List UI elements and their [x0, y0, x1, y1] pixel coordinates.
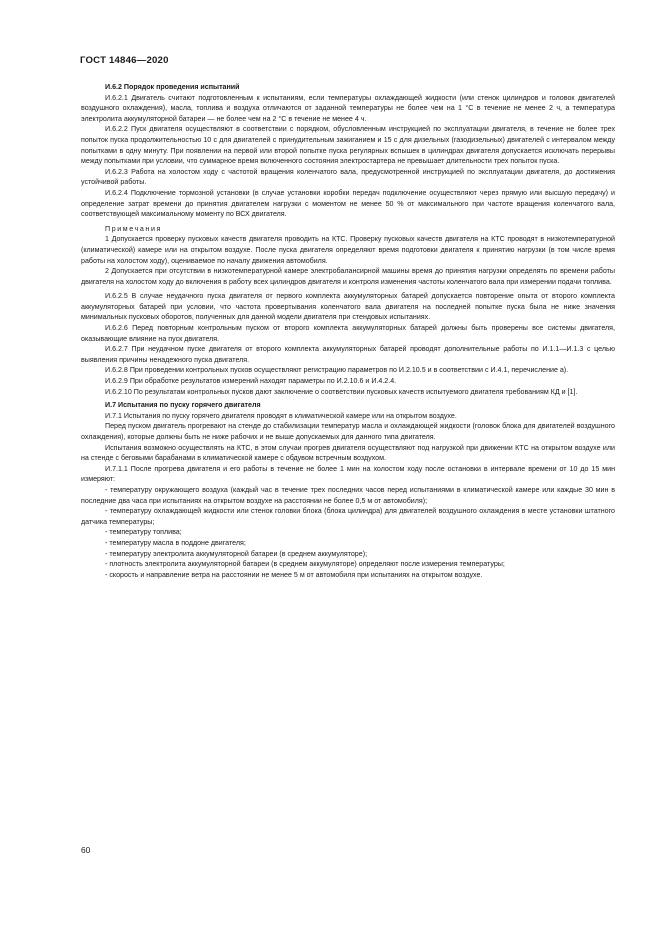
list-item-electrolyte-density: - плотность электролита аккумуляторной батареи (в среднем аккумуляторе) определяют после измерения температуры; [105, 560, 505, 569]
document-header: ГОСТ 14846—2020 [80, 55, 169, 66]
paragraph-i-6-2-4: И.6.2.4 Подключение тормозной установки (в случае установки коробки передач подключение осуществляют через прямую или высшую передачу) и определение затрат времени до принятия двигателем нагрузки с моментом не менее 50 % от максимального при частоте вращения коленчатого вала, соответствующей максимальному моменту по ВСХ двигателя. [81, 188, 615, 219]
document-body [81, 82, 615, 580]
section-heading-i-7: И.7 Испытания по пуску горячего двигателя [105, 401, 261, 410]
paragraph-i-6-2-2: И.6.2.2 Пуск двигателя осуществляют в соответствии с порядком, обусловленным инструкцией по эксплуатации двигателя, в течение не более трех попыток пуска продолжительностью 10 с для двигателей с принудительным зажиганием и 15 с для дизельных (газодизельных) двигателей с интервалом между попытками в одну минуту. При появлении на первой или второй попытке пуска регулярных вспышек в цилиндрах двигателя допускается исключать перерывы между попытками при условии, что суммарное время включенного состояния электростартера не превышает длительности трех попыток пуска. [81, 125, 615, 166]
list-item-fuel-temperature: - температуру топлива; [105, 528, 182, 537]
paragraph-i-6-2-5: И.6.2.5 В случае неудачного пуска двигателя от первого комплекта аккумуляторных батарей допускается повторение опыта от второго комплекта аккумуляторных батарей при условии, что частота провертывания коленчатого вала двигателя на последней попытке пуска была не ниже значения минимальных пусковых оборотов, полученных для данной модели двигателя при стендовых испытаниях. [81, 292, 615, 322]
paragraph-i-6-2-7: И.6.2.7 При неудачном пуске двигателя от второго комплекта аккумуляторных батарей проводят дополнительные работы по И.1.1—И.1.3 с целью выявления причины ненадежного пуска двигателя. [81, 345, 615, 364]
paragraph-warmup: Перед пуском двигатель прогревают на стенде до стабилизации температур масла и охлаждающей жидкости (головок блока для двигателей воздушного охлаждения), которые должны быть не ниже рабочих и не выше допускаемых для данного типа двигателя. [81, 422, 615, 441]
paragraph-i-7-1-1: И.7.1.1 После прогрева двигателя и его работы в течение не более 1 мин на холостом ходу после остановки в интервале времени от 10 до 15 мин измеряют: [81, 464, 615, 484]
paragraph-i-6-2-6: И.6.2.6 Перед повторным контрольным пуском от второго комплекта аккумуляторных батарей должны быть проверены все системы двигателя, оказывающие влияние на пуск двигателя. [81, 324, 615, 343]
section-heading-i-6-2: И.6.2 Порядок проведения испытаний [105, 83, 240, 91]
paragraph-i-6-2-1: И.6.2.1 Двигатель считают подготовленным к испытаниям, если температуры охлаждающей жидкости (или стенок цилиндров и головок двигателей воздушного охлаждения), масла, топлива и воздуха отличаются от заданной температуры не более чем на 1 °С в течение не менее 2 ч, а температура электролита аккумуляторной батареи — не более чем на 2 °С в течение не менее 4 ч. [81, 93, 615, 123]
paragraph-i-6-2-8: И.6.2.8 При проведении контрольных пусков осуществляют регистрацию параметров по И.2.10.5 и в соответствии с И.4.1, перечисление а). [105, 366, 569, 375]
note-2: 2 Допускается при отсутствии в низкотемпературной камере электробалансирной машины время до принятия нагрузки определять по времени работы двигателя на холостом ходу до включения в работу всех цилиндров двигателя и контроля изменения частоты коленчатого вала при измерении подачи топлива. [81, 267, 615, 286]
list-item-oil-temperature: - температуру масла в поддоне двигателя; [105, 538, 246, 547]
list-item-air-temperature: - температуру окружающего воздуха (каждый час в течение трех последних часов перед испытаниями в климатической камере или каждые 30 мин в последние два часа при испытаниях на открытом воздухе на расстоянии не более 0,5 м от автомобиля); [81, 485, 615, 505]
page-number: 60 [81, 845, 91, 855]
paragraph-i-6-2-3: И.6.2.3 Работа на холостом ходу с частотой вращения коленчатого вала, предусмотренной инструкцией по эксплуатации двигателя, до достижения устойчивой работы. [81, 167, 615, 187]
list-item-electrolyte-temperature: - температуру электролита аккумуляторной батареи (в среднем аккумуляторе); [105, 549, 368, 558]
list-item-coolant-temperature: - температуру охлаждающей жидкости или стенок головки блока (блока цилиндра) для двигателей воздушного охлаждения в месте установки штатного датчика температуры; [81, 507, 615, 526]
paragraph-i-7-1: И.7.1 Испытания по пуску горячего двигателя проводят в климатической камере или на открытом воздухе. [105, 411, 457, 420]
paragraph-kts-testing: Испытания возможно осуществлять на КТС, в этом случаи прогрев двигателя осуществляют под нагрузкой при движении КТС на открытом воздухе или на стенде с беговыми барабанами в климатической камере с обдувом встречным воздухом. [81, 443, 615, 463]
note-1: 1 Допускается проверку пусковых качеств двигателя проводить на КТС. Проверку пусковых качеств двигателя на КТС проводят в низкотемпературной (климатической) камере или на открытом воздухе. После пуска двигателя определяют время подготовки двигателя к принятию нагрузки (в том числе время работы на холостом ходу), оцениваемое по началу движения автомобиля. [81, 235, 615, 265]
list-item-wind: - скорость и направление ветра на расстоянии не менее 5 м от автомобиля при испытаниях на открытом воздухе. [105, 570, 483, 579]
paragraph-i-6-2-9: И.6.2.9 При обработке результатов измерений находят параметры по И.2.10.6 и И.4.2.4. [105, 377, 397, 386]
notes-title: Примечания [105, 224, 162, 233]
paragraph-i-6-2-10: И.6.2.10 По результатам контрольных пусков дают заключение о соответствии пусковых качеств испытуемого двигателя требованиям КД и [1]. [105, 387, 578, 396]
